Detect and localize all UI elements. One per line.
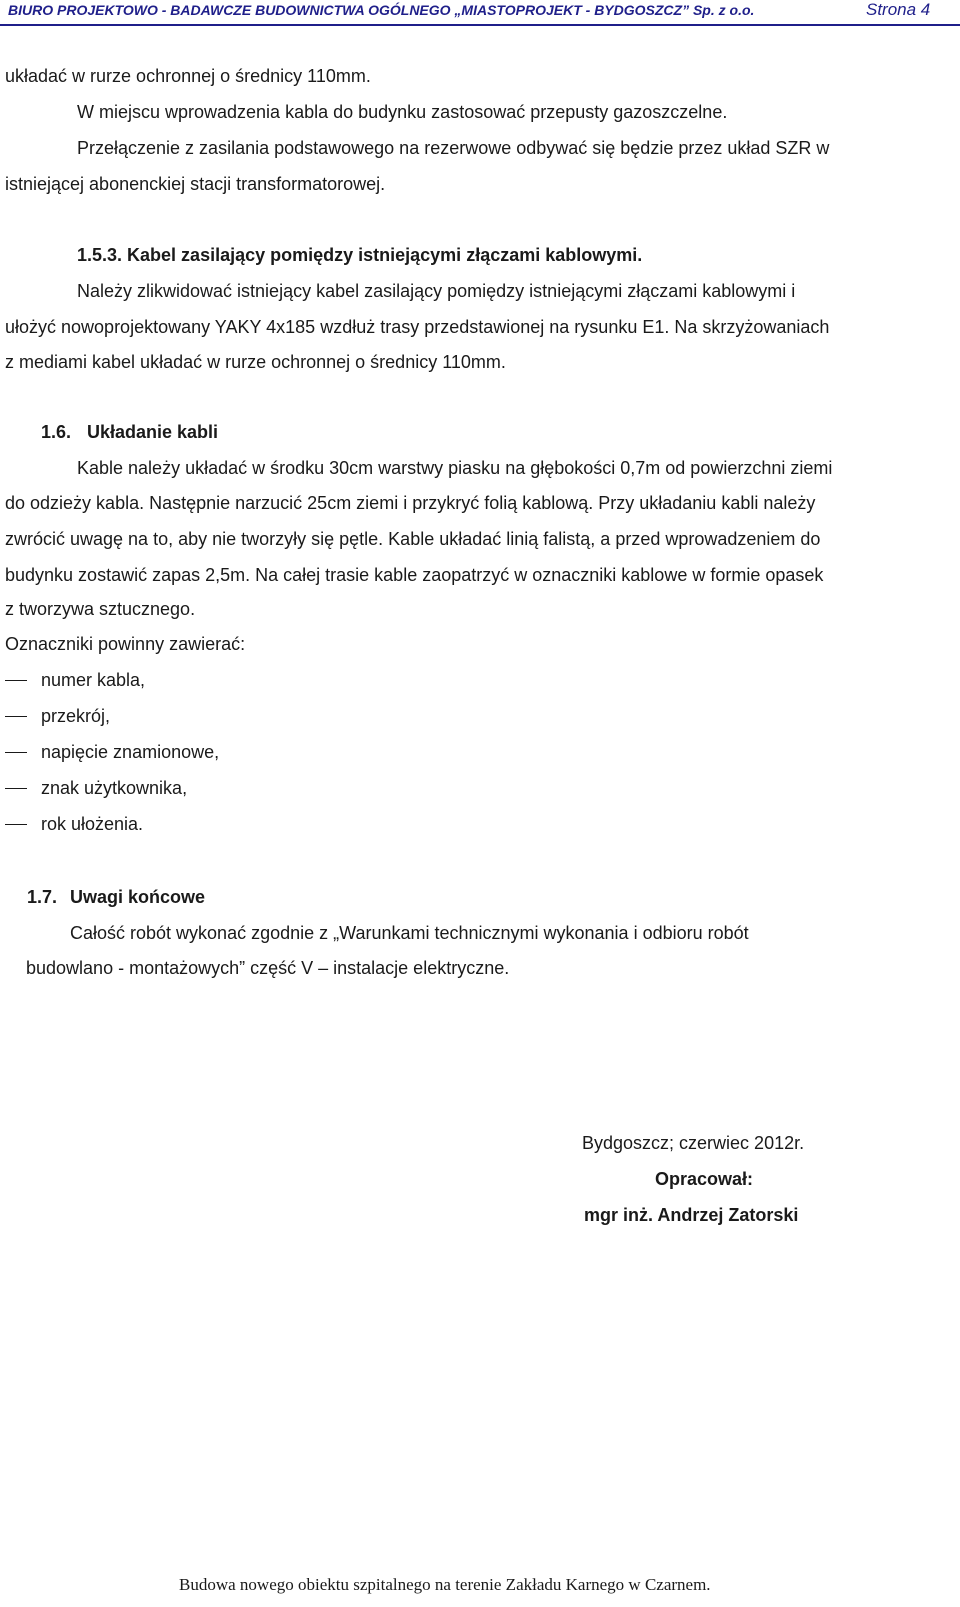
section-16-line-3: zwrócić uwagę na to, aby nie tworzyły się pętle. Kable układać linią falistą, a przed wprowadzeniem do: [5, 529, 821, 549]
intro-line-2: W miejscu wprowadzenia kabla do budynku zastosować przepusty gazoszczelne.: [77, 102, 728, 122]
page-header: [0, 0, 960, 26]
section-17-line-2: budowlano - montażowych” część V – instalacje elektryczne.: [26, 958, 510, 978]
list-item: rok ułożenia.: [41, 814, 144, 834]
section-153-line-1: Należy zlikwidować istniejący kabel zasilający pomiędzy istniejącymi złączami kablowymi i: [77, 281, 796, 301]
section-16-number: 1.6.: [41, 422, 72, 442]
dash-bullet-icon: [5, 680, 27, 681]
list-item: napięcie znamionowe,: [41, 742, 220, 762]
dash-bullet-icon: [5, 716, 27, 717]
list-item: numer kabla,: [41, 670, 146, 690]
intro-line-4: istniejącej abonenckiej stacji transformatorowej.: [5, 174, 386, 194]
company-name: BIURO PROJEKTOWO - BADAWCZE BUDOWNICTWA OGÓLNEGO „MIASTOPROJEKT - BYDGOSZCZ” Sp. z o.o.: [8, 2, 755, 18]
header-divider: [0, 24, 960, 26]
list-item: przekrój,: [41, 706, 111, 726]
section-16-line-2: do odzieży kabla. Następnie narzucić 25cm ziemi i przykryć folią kablową. Przy układaniu kabli należy: [5, 493, 816, 513]
dash-bullet-icon: [5, 824, 27, 825]
intro-line-1: układać w rurze ochronnej o średnicy 110mm.: [5, 66, 371, 86]
author-name: mgr inż. Andrzej Zatorski: [584, 1205, 799, 1225]
dash-bullet-icon: [5, 788, 27, 789]
section-16-title: Układanie kabli: [87, 422, 219, 442]
section-17-number: 1.7.: [27, 887, 58, 907]
section-16-line-5: z tworzywa sztucznego.: [5, 599, 196, 619]
intro-line-3: Przełączenie z zasilania podstawowego na rezerwowe odbywać się będzie przez układ SZR w: [77, 138, 830, 158]
section-17-title: Uwagi końcowe: [70, 887, 206, 907]
page-number: Strona 4: [866, 0, 931, 19]
section-153-line-2: ułożyć nowoprojektowany YAKY 4x185 wzdłuż trasy przedstawionej na rysunku E1. Na skrzyżowaniach: [5, 317, 830, 337]
section-16-line-1: Kable należy układać w środku 30cm warstwy piasku na głębokości 0,7m od powierzchni ziemi: [77, 458, 833, 478]
list-intro: Oznaczniki powinny zawierać:: [5, 634, 246, 654]
section-17-line-1: Całość robót wykonać zgodnie z „Warunkami technicznymi wykonania i odbioru robót: [70, 923, 749, 943]
page-footer: Budowa nowego obiektu szpitalnego na terenie Zakładu Karnego w Czarnem.: [179, 1575, 711, 1594]
section-153-heading: 1.5.3. Kabel zasilający pomiędzy istniejącymi złączami kablowymi.: [77, 245, 643, 265]
list-item: znak użytkownika,: [41, 778, 188, 798]
section-16-line-4: budynku zostawić zapas 2,5m. Na całej trasie kable zaopatrzyć w oznaczniki kablowe w formie opasek: [5, 565, 824, 585]
prepared-by-label: Opracował:: [655, 1169, 754, 1189]
section-153-line-3: z mediami kabel układać w rurze ochronnej o średnicy 110mm.: [5, 352, 506, 372]
dash-bullet-icon: [5, 752, 27, 753]
place-date: Bydgoszcz; czerwiec 2012r.: [582, 1133, 805, 1153]
